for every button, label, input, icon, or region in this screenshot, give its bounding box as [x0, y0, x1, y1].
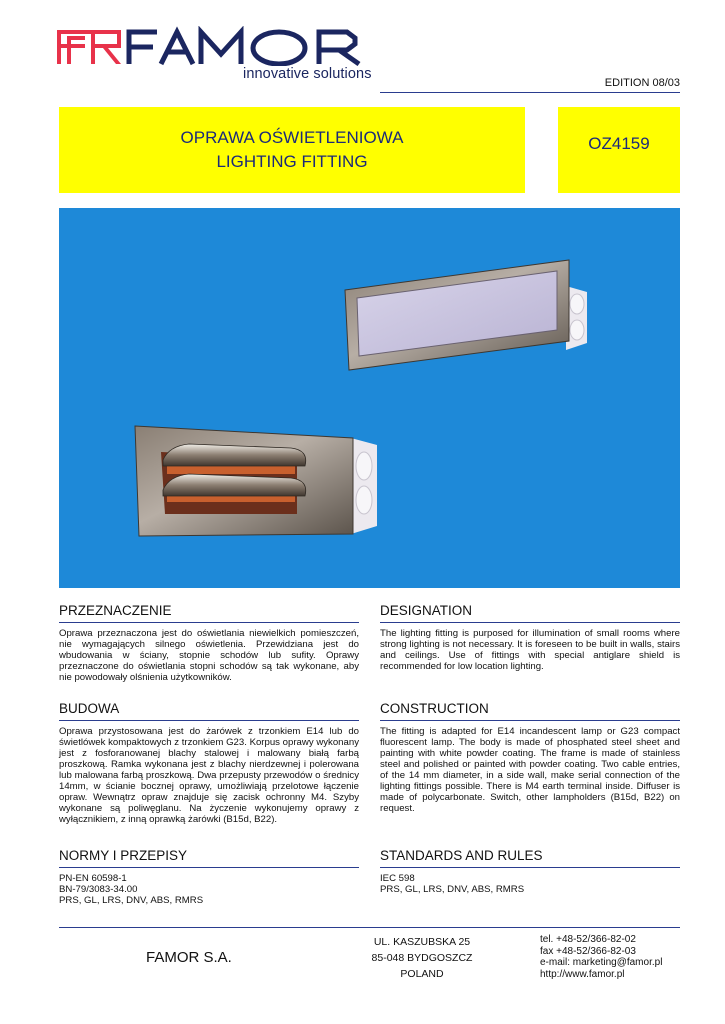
standard-item: PRS, GL, LRS, DNV, ABS, RMRS — [59, 895, 204, 906]
product-code-box — [558, 107, 680, 193]
famor-logo-mark — [57, 26, 387, 66]
contact-fax: fax +48-52/366-82-03 — [540, 945, 636, 957]
standard-item: IEC 598 — [380, 873, 415, 884]
section-heading: PRZEZNACZENIE — [59, 603, 359, 623]
product-illustration — [59, 208, 680, 588]
section-text: The lighting fitting is purposed for illumination of small rooms where strong lighting is not necessary. It is foreseen to be built in walls, stairs and ceilings. Use of fittings with special antiglare shield is recommended for low location lighting. — [380, 628, 680, 672]
standards-list — [59, 873, 359, 906]
section-przeznaczenie — [59, 603, 359, 683]
company-contact — [540, 934, 662, 980]
section-heading: BUDOWA — [59, 701, 359, 721]
product-code: OZ4159 — [588, 134, 650, 153]
famor-wordmark — [129, 32, 359, 64]
title-polish: OPRAWA OŚWIETLENIOWA — [180, 128, 404, 147]
company-address — [358, 934, 486, 982]
section-normy — [59, 848, 359, 906]
standard-item: PRS, GL, LRS, DNV, ABS, RMRS — [380, 884, 525, 895]
section-text: Oprawa przystosowana jest do żarówek z trzonkiem E14 lub do świetlówek kompaktowych z trzonkiem G23. Korpus oprawy wykonany jest z fosforanowanej blachy stalowej i malowany białą farbą proszkową. Ramka wykonana jest z blachy nierdzewnej i polerowana lub malowana farbą proszkową. Dwa przepusty przewodów o średnicy 14mm, w ścianie bocznej oprawy, umożliwiają przelotowe łączenie opraw. Wewnątrz opraw znajduje się zacisk ochronny M4. Szyby wykonane są poliwęglanu. Na życzenie wykonujemy oprawy z wyłącznikiem, z inną oprawką żarówki (B15d, B22). — [59, 726, 359, 825]
section-text: The fitting is adapted for E14 incandescent lamp or G23 compact fluorescent lamp. The body is made of phosphated steel sheet and painting with white powder coating. The frame is made of stainless steel and polished or painted with powder coating. Two cable entries, of the 14 mm diameter, in a side wall, make serial connection of the lighting fittings possible. There is M4 earth terminal inside. Diffuser is made of polycarbonate. Switch, other lampholders (B15d, B22) on request. — [380, 726, 680, 814]
address-line: POLAND — [400, 968, 444, 980]
section-heading: DESIGNATION — [380, 603, 680, 623]
logo-tagline: innovative solutions — [243, 66, 372, 82]
standard-item: PN-EN 60598-1 — [59, 873, 127, 884]
header-divider — [380, 92, 680, 93]
section-text: Oprawa przeznaczona jest do oświetlania niewielkich pomieszczeń, nie wymagających silnego oświetlenia. Przewidziana jest do wbudowania w ściany, stopnie schodów lub sufity. Oprawy przeznaczone do oświetlania stopni schodów są tak wykonane, aby nie powodowały olśnienia użytkowników. — [59, 628, 359, 683]
company-name: FAMOR S.A. — [146, 949, 232, 966]
standard-item: BN-79/3083-34.00 — [59, 884, 138, 895]
section-heading: STANDARDS AND RULES — [380, 848, 680, 868]
fr-monogram-icon — [57, 30, 121, 64]
fitting-louvred — [135, 426, 377, 536]
title-box — [59, 107, 525, 193]
famor-logo — [57, 26, 387, 84]
fitting-diffuser — [345, 260, 587, 370]
section-heading: NORMY I PRZEPISY — [59, 848, 359, 868]
address-line: 85-048 BYDGOSZCZ — [371, 952, 473, 964]
contact-phone: tel. +48-52/366-82-02 — [540, 934, 636, 945]
section-designation — [380, 603, 680, 672]
contact-email-link[interactable]: e-mail: marketing@famor.pl — [540, 957, 663, 968]
footer-divider — [59, 927, 680, 928]
section-heading: CONSTRUCTION — [380, 701, 680, 721]
product-photo — [59, 208, 680, 588]
contact-website-link[interactable]: http://www.famor.pl — [540, 968, 625, 980]
section-budowa — [59, 701, 359, 825]
address-line: UL. KASZUBSKA 25 — [373, 936, 471, 948]
section-construction — [380, 701, 680, 814]
section-standards — [380, 848, 680, 895]
standards-list — [380, 873, 680, 895]
title-english: LIGHTING FITTING — [216, 152, 368, 171]
edition-label: EDITION 08/03 — [604, 77, 680, 89]
